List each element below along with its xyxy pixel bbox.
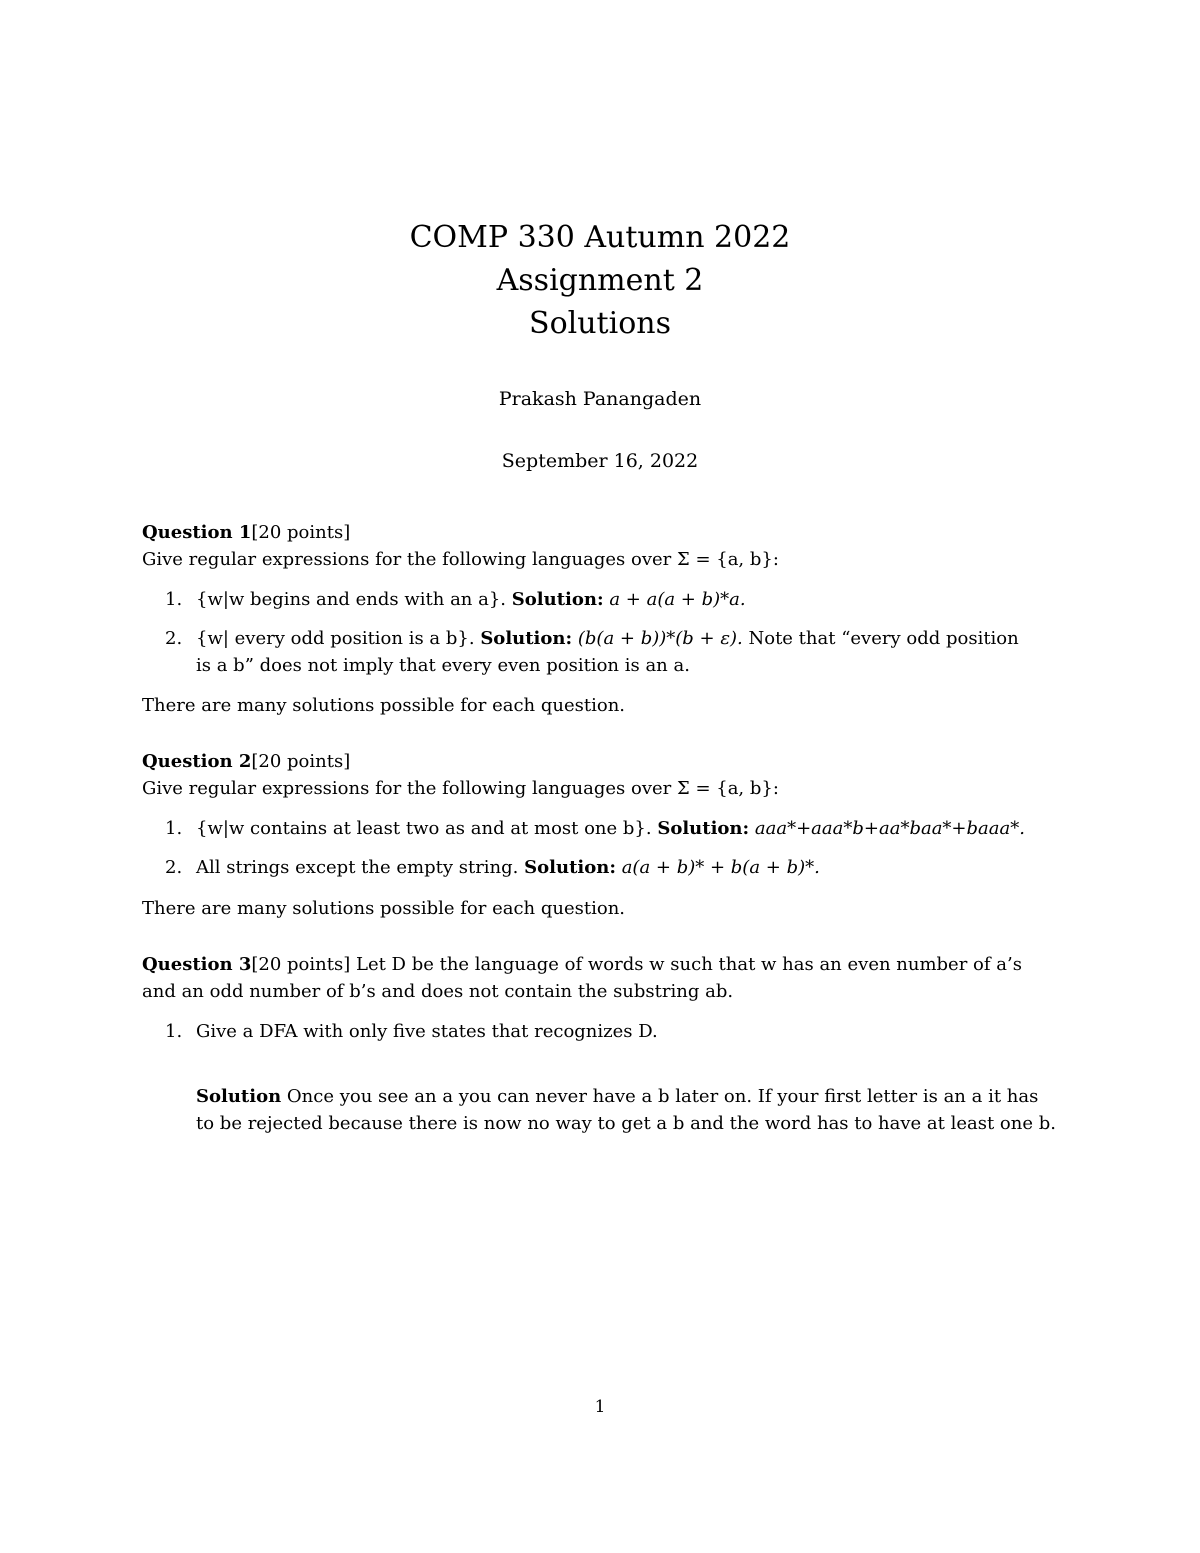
q1-item-2-note-line-1: Note that “every odd position — [748, 628, 1019, 649]
q3-text-line-1: Let D be the language of words w such that w has an even number of a’s — [355, 954, 1022, 975]
q1-item-2-number: 2. — [165, 628, 183, 649]
q2-heading — [142, 751, 350, 772]
q1-prompt: Give regular expressions for the following languages over Σ = {a, b}: — [142, 549, 779, 570]
doc-date: September 16, 2022 — [501, 450, 699, 472]
q1-item-2 — [196, 628, 1019, 649]
q2-item-2-number: 2. — [165, 857, 183, 878]
q1-points: [20 points] — [251, 522, 351, 543]
q3-points: [20 points] — [251, 954, 351, 975]
q1-item-1-number: 1. — [165, 589, 183, 610]
q3-solution-text-1: Once you see an a you can never have a b later on. If your first letter is an a it has — [286, 1086, 1039, 1107]
doc-author: Prakash Panangaden — [498, 388, 702, 410]
doc-title: COMP 330 Autumn 2022 — [409, 220, 791, 255]
q2-item-1-solution-label: Solution: — [657, 818, 750, 839]
q2-item-1-number: 1. — [165, 818, 183, 839]
q1-item-1 — [196, 589, 746, 610]
q1-item-2-solution-label: Solution: — [480, 628, 573, 649]
q2-points: [20 points] — [251, 751, 351, 772]
q2-prompt: Give regular expressions for the following languages over Σ = {a, b}: — [142, 778, 779, 799]
q1-item-2-solution: (b(a + b))*(b + ε). — [577, 628, 743, 649]
q2-footer: There are many solutions possible for each question. — [142, 898, 626, 919]
q3-item-1: Give a DFA with only five states that recognizes D. — [196, 1021, 658, 1042]
q2-item-2-language: All strings except the empty string. — [196, 857, 519, 878]
q2-item-1 — [196, 818, 1025, 839]
q2-item-1-language: {w|w contains at least two as and at most one b}. — [196, 818, 652, 839]
q2-item-1-solution: aaa*+aaa*b+aa*baa*+baaa*. — [754, 818, 1025, 839]
q3-solution-line-2: to be rejected because there is now no way to get a b and the word has to have at least one b. — [196, 1113, 1056, 1134]
page-number: 1 — [594, 1397, 606, 1417]
q1-heading — [142, 522, 350, 543]
q1-item-1-language: {w|w begins and ends with an a}. — [196, 589, 507, 610]
q1-item-2-note-line-2: is a b” does not imply that every even position is an a. — [196, 655, 690, 676]
q3-heading — [142, 954, 1022, 975]
q3-item-1-number: 1. — [165, 1021, 183, 1042]
q1-item-1-solution: a + a(a + b)*a. — [609, 589, 746, 610]
q2-item-2-solution: a(a + b)* + b(a + b)*. — [621, 857, 820, 878]
q3-solution-label: Solution — [196, 1086, 282, 1107]
q3-solution-line-1 — [196, 1086, 1038, 1107]
q1-footer: There are many solutions possible for each question. — [142, 695, 626, 716]
q3-title: Question 3 — [142, 954, 252, 975]
doc-kind: Solutions — [529, 306, 671, 341]
q3-text-line-2: and an odd number of b’s and does not contain the substring ab. — [142, 981, 734, 1002]
q2-item-2-solution-label: Solution: — [524, 857, 616, 878]
q2-title: Question 2 — [142, 751, 252, 772]
q2-item-2 — [196, 857, 820, 878]
q1-title: Question 1 — [142, 522, 252, 543]
q1-item-1-solution-label: Solution: — [511, 589, 604, 610]
q1-item-2-language: {w| every odd position is a b}. — [196, 628, 475, 649]
doc-subtitle: Assignment 2 — [496, 263, 704, 298]
